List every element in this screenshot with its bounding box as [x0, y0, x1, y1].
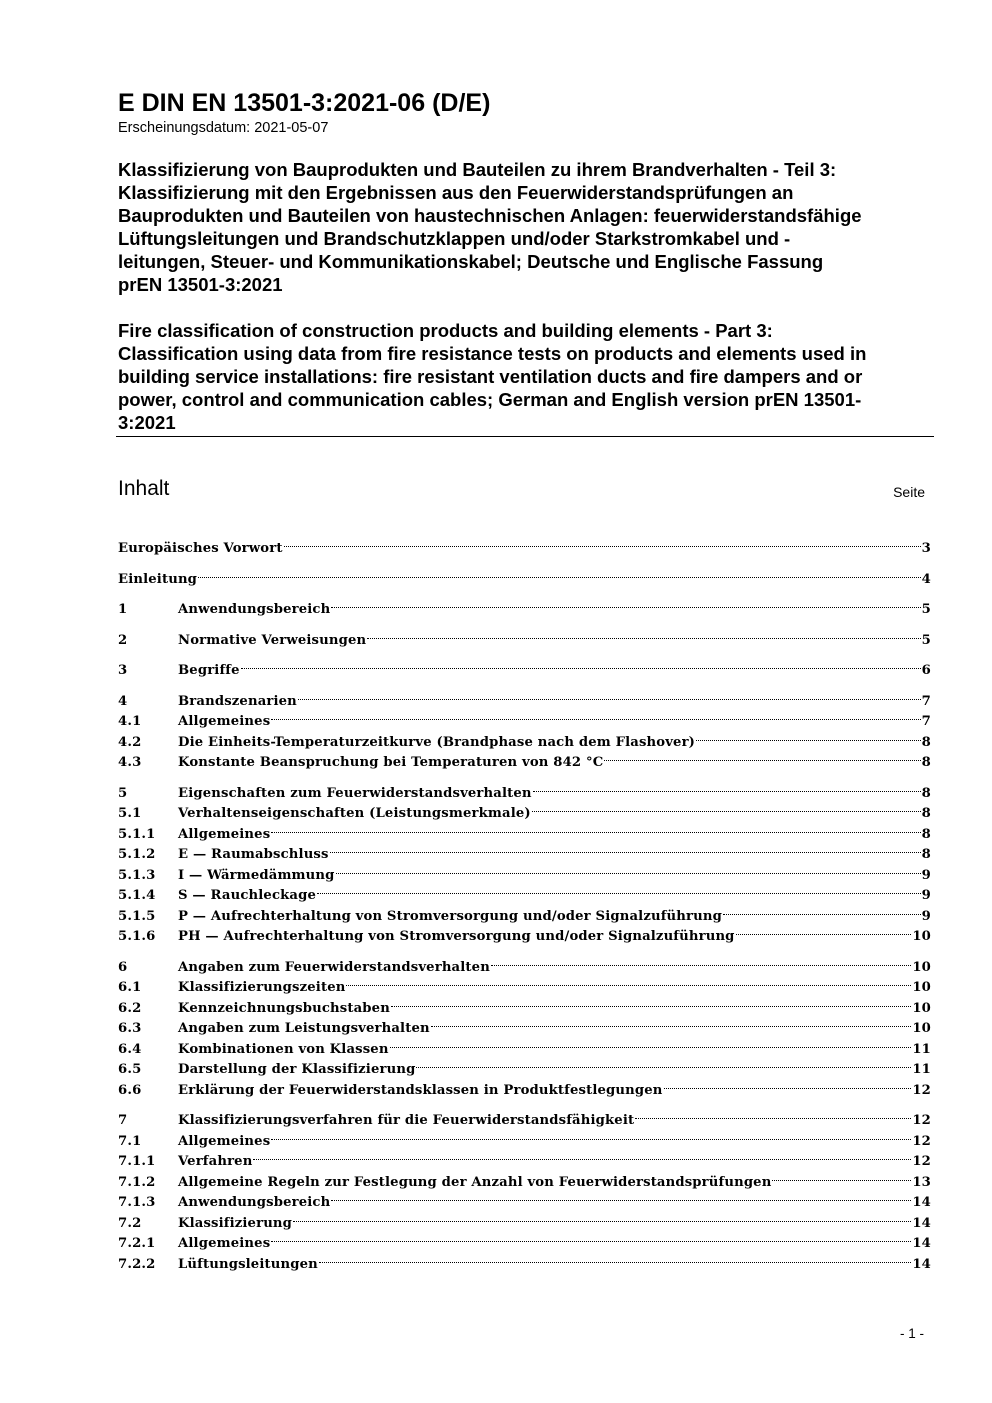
toc-entry-number: 5: [118, 786, 128, 801]
toc-entry[interactable]: [118, 900, 931, 924]
toc-entry-page[interactable]: 10: [912, 980, 931, 995]
toc-dot-leader: [416, 1053, 911, 1073]
toc-entry-page[interactable]: 10: [912, 1021, 931, 1036]
toc-entry-title[interactable]: Einleitung: [118, 572, 198, 587]
toc-entry-page[interactable]: 5: [921, 633, 931, 648]
toc-entry[interactable]: [118, 920, 931, 944]
toc-entry-number: 4: [118, 694, 128, 709]
title-divider: [116, 436, 934, 437]
toc-entry[interactable]: [118, 705, 931, 729]
toc-entry-number: 4.2: [118, 735, 142, 750]
toc-entry-title[interactable]: Allgemeines: [178, 714, 271, 729]
toc-entry-title[interactable]: Angaben zum Feuerwiderstandsverhalten: [178, 960, 490, 975]
toc-entry-number: 7.1.1: [118, 1154, 156, 1169]
toc-entry[interactable]: [118, 685, 931, 709]
toc-entry-number: 5.1: [118, 806, 142, 821]
toc-entry-page[interactable]: 12: [912, 1154, 931, 1169]
toc-entry-page[interactable]: 12: [912, 1083, 931, 1098]
toc-entry-title[interactable]: Eigenschaften zum Feuerwiderstandsverhalten: [178, 786, 532, 801]
toc-entry-number: 5.1.3: [118, 868, 156, 883]
toc-entry-page[interactable]: 9: [921, 868, 931, 883]
title-german-line: leitungen, Steuer- und Kommunikationskabel; Deutsche und Englische Fassung: [118, 251, 824, 272]
toc-entry-page[interactable]: 14: [912, 1195, 931, 1210]
toc-entry-number: 4.3: [118, 755, 142, 770]
title-english-line: building service installations: fire resistant ventilation ducts and fire dampers and or: [118, 366, 863, 387]
toc-dot-leader: [317, 879, 921, 899]
toc-entry-number: 5.1.6: [118, 929, 156, 944]
toc-entry[interactable]: [118, 1186, 931, 1210]
toc-entry[interactable]: [118, 1074, 931, 1098]
toc-entry[interactable]: [118, 624, 931, 648]
toc-entry-title[interactable]: Anwendungsbereich: [178, 602, 331, 617]
toc-entry[interactable]: [118, 1012, 931, 1036]
toc-entry-title[interactable]: I — Wärmedämmung: [178, 868, 335, 883]
toc-entry-title[interactable]: PH — Aufrechterhaltung von Stromversorgung und/oder Signalzuführung: [178, 929, 735, 944]
toc-entry-number: 5.1.4: [118, 888, 156, 903]
toc-entry-title[interactable]: Normative Verweisungen: [178, 633, 367, 648]
toc-dot-leader: [271, 705, 920, 725]
toc-dot-leader: [532, 797, 921, 817]
toc-entry-page[interactable]: 10: [912, 960, 931, 975]
toc-dot-leader: [253, 1145, 911, 1165]
toc-entry[interactable]: [118, 726, 931, 750]
toc-dot-leader: [604, 746, 920, 766]
toc-entry[interactable]: [118, 1248, 931, 1272]
toc-entry-title[interactable]: Die Einheits-Temperaturzeitkurve (Brandphase nach dem Flashover): [178, 735, 696, 750]
toc-entry[interactable]: [118, 1104, 931, 1128]
toc-entry[interactable]: [118, 1125, 931, 1149]
toc-entry[interactable]: [118, 532, 931, 556]
toc-entry[interactable]: [118, 879, 931, 903]
toc-entry-title[interactable]: Klassifizierung: [178, 1216, 293, 1231]
title-english-line: 3:2021: [118, 412, 176, 433]
toc-entry[interactable]: [118, 1166, 931, 1190]
toc-entry-title[interactable]: P — Aufrechterhaltung von Stromversorgung und/oder Signalzuführung: [178, 909, 722, 924]
toc-entry-number: 1: [118, 602, 128, 617]
toc-dot-leader: [533, 777, 921, 797]
toc-entry-title[interactable]: Erklärung der Feuerwiderstandsklassen in Produktfestlegungen: [178, 1083, 663, 1098]
toc-entry[interactable]: [118, 563, 931, 587]
toc-dot-leader: [491, 951, 911, 971]
toc-dot-leader: [696, 726, 921, 746]
toc-dot-leader: [331, 593, 920, 613]
toc-entry-page[interactable]: 8: [921, 847, 931, 862]
toc-dot-leader: [664, 1074, 912, 1094]
toc-dot-leader: [346, 971, 911, 991]
toc-entry-title[interactable]: Kombinationen von Klassen: [178, 1042, 389, 1057]
toc-entry-title[interactable]: E — Raumabschluss: [178, 847, 329, 862]
toc-entry-title[interactable]: Begriffe: [178, 663, 240, 678]
toc-entry[interactable]: [118, 951, 931, 975]
toc-entry-page[interactable]: 7: [921, 694, 931, 709]
toc-entry-page[interactable]: 9: [921, 909, 931, 924]
toc-page-column-label: Seite: [893, 484, 925, 500]
toc-entry[interactable]: [118, 1145, 931, 1169]
toc-entry-page[interactable]: 10: [912, 929, 931, 944]
toc-entry-number: 7.2.2: [118, 1257, 156, 1272]
toc-entry-page[interactable]: 14: [912, 1257, 931, 1272]
toc-entry-number: 2: [118, 633, 128, 648]
toc-entry-page[interactable]: 7: [921, 714, 931, 729]
toc-entry-title[interactable]: Klassifizierungsverfahren für die Feuerwiderstandsfähigkeit: [178, 1113, 635, 1128]
toc-dot-leader: [284, 532, 921, 552]
toc-dot-leader: [330, 838, 921, 858]
toc-entry-page[interactable]: 4: [921, 572, 931, 587]
toc-entry-title[interactable]: Verhaltenseigenschaften (Leistungsmerkmale): [178, 806, 531, 821]
toc-entry-number: 6.1: [118, 980, 142, 995]
toc-entry-number: 6.6: [118, 1083, 142, 1098]
toc-dot-leader: [772, 1166, 911, 1186]
toc-entry-number: 3: [118, 663, 128, 678]
toc-entry-title[interactable]: Allgemeines: [178, 1134, 271, 1149]
toc-entry-page[interactable]: 5: [921, 602, 931, 617]
publication-date: Erscheinungsdatum: 2021-05-07: [118, 120, 329, 136]
toc-entry-title[interactable]: Anwendungsbereich: [178, 1195, 331, 1210]
toc-entry[interactable]: [118, 838, 931, 862]
toc-entry[interactable]: [118, 746, 931, 770]
toc-entry-page[interactable]: 8: [921, 806, 931, 821]
toc-entry[interactable]: [118, 1207, 931, 1231]
toc-dot-leader: [736, 920, 912, 940]
toc-entry-title[interactable]: Lüftungsleitungen: [178, 1257, 318, 1272]
toc-entry-page[interactable]: 8: [921, 755, 931, 770]
toc-entry-page[interactable]: 9: [921, 888, 931, 903]
toc-entry-title[interactable]: Angaben zum Leistungsverhalten: [178, 1021, 430, 1036]
toc-entry-number: 7: [118, 1113, 128, 1128]
toc-entry-number: 6.4: [118, 1042, 142, 1057]
toc-entry-title[interactable]: Europäisches Vorwort: [118, 541, 283, 556]
toc-entry-number: 6.2: [118, 1001, 142, 1016]
title-german-line: Klassifizierung von Bauprodukten und Bauteilen zu ihrem Brandverhalten - Teil 3:: [118, 159, 837, 180]
toc-entry[interactable]: [118, 1227, 931, 1251]
toc-dot-leader: [336, 859, 921, 879]
toc-entry-page[interactable]: 14: [912, 1236, 931, 1251]
toc-entry[interactable]: [118, 971, 931, 995]
toc-entry-page[interactable]: 8: [921, 827, 931, 842]
toc-entry[interactable]: [118, 777, 931, 801]
toc-entry-page[interactable]: 3: [921, 541, 931, 556]
toc-entry[interactable]: [118, 992, 931, 1016]
toc-entry-number: 6.5: [118, 1062, 142, 1077]
toc-dot-leader: [198, 563, 921, 583]
toc-dot-leader: [319, 1248, 911, 1268]
toc-entry-title[interactable]: Kennzeichnungsbuchstaben: [178, 1001, 390, 1016]
toc-dot-leader: [391, 992, 911, 1012]
toc-dot-leader: [271, 1125, 911, 1145]
toc-dot-leader: [635, 1104, 911, 1124]
title-german-line: prEN 13501-3:2021: [118, 274, 283, 295]
toc-dot-leader: [293, 1207, 911, 1227]
toc-dot-leader: [390, 1033, 912, 1053]
toc-entry-number: 6: [118, 960, 128, 975]
title-german-line: Klassifizierung mit den Ergebnissen aus den Feuerwiderstandsprüfungen an: [118, 182, 794, 203]
toc-entry-title[interactable]: S — Rauchleckage: [178, 888, 317, 903]
toc-entry[interactable]: [118, 593, 931, 617]
toc-dot-leader: [723, 900, 921, 920]
title-english-line: Fire classification of construction products and building elements - Part 3:: [118, 320, 773, 341]
toc-entry-number: 7.2.1: [118, 1236, 156, 1251]
toc-entry-number: 4.1: [118, 714, 142, 729]
toc-entry-page[interactable]: 10: [912, 1001, 931, 1016]
title-german: [118, 158, 948, 296]
toc-entry-number: 7.2: [118, 1216, 142, 1231]
toc-entry-page[interactable]: 12: [912, 1113, 931, 1128]
page-number: - 1 -: [900, 1326, 925, 1341]
toc-heading: Inhalt: [118, 477, 170, 500]
toc-entry-number: 6.3: [118, 1021, 142, 1036]
toc-entry-number: 5.1.2: [118, 847, 156, 862]
toc-entry-title[interactable]: Brandszenarien: [178, 694, 297, 709]
toc-entry-page[interactable]: 8: [921, 786, 931, 801]
toc-entry-number: 7.1: [118, 1134, 142, 1149]
toc-entry-page[interactable]: 6: [921, 663, 931, 678]
toc-entry-page[interactable]: 14: [912, 1216, 931, 1231]
toc-entry-title[interactable]: Allgemeines: [178, 1236, 271, 1251]
toc-entry-number: 5.1.1: [118, 827, 156, 842]
toc-entry-page[interactable]: 13: [912, 1175, 931, 1190]
toc-entry[interactable]: [118, 797, 931, 821]
title-english: [118, 319, 948, 434]
toc-entry-title[interactable]: Klassifizierungszeiten: [178, 980, 346, 995]
toc-entry-page[interactable]: 12: [912, 1134, 931, 1149]
document-id: E DIN EN 13501-3:2021-06 (D/E): [118, 89, 491, 117]
toc-dot-leader: [367, 624, 920, 644]
title-english-line: power, control and communication cables; German and English version prEN 13501-: [118, 389, 862, 410]
toc-entry-number: 5.1.5: [118, 909, 156, 924]
title-english-line: Classification using data from fire resistance tests on products and elements used in: [118, 343, 867, 364]
toc-entry[interactable]: [118, 859, 931, 883]
toc-entry[interactable]: [118, 818, 931, 842]
toc-entry[interactable]: [118, 654, 931, 678]
toc-dot-leader: [271, 818, 920, 838]
toc-entry-number: 7.1.2: [118, 1175, 156, 1190]
toc-entry-page[interactable]: 11: [912, 1042, 931, 1057]
toc-entry[interactable]: [118, 1053, 931, 1077]
toc-entry-number: 7.1.3: [118, 1195, 156, 1210]
toc-entry-title[interactable]: Darstellung der Klassifizierung: [178, 1062, 416, 1077]
toc-dot-leader: [298, 685, 921, 705]
title-german-line: Bauprodukten und Bauteilen von haustechnischen Anlagen: feuerwiderstandsfähige: [118, 205, 862, 226]
toc-entry-page[interactable]: 11: [912, 1062, 931, 1077]
toc-entry-title[interactable]: Allgemeines: [178, 827, 271, 842]
toc-dot-leader: [271, 1227, 911, 1247]
toc-entry-title[interactable]: Konstante Beanspruchung bei Temperaturen von 842 °C: [178, 755, 604, 770]
toc-entry-page[interactable]: 8: [921, 735, 931, 750]
toc-dot-leader: [431, 1012, 912, 1032]
toc-entry[interactable]: [118, 1033, 931, 1057]
toc-dot-leader: [331, 1186, 911, 1206]
toc-dot-leader: [241, 654, 921, 674]
toc-entry-title[interactable]: Verfahren: [178, 1154, 253, 1169]
title-german-line: Lüftungsleitungen und Brandschutzklappen und/oder Starkstromkabel und -: [118, 228, 791, 249]
toc-entry-title[interactable]: Allgemeine Regeln zur Festlegung der Anzahl von Feuerwiderstandsprüfungen: [178, 1175, 772, 1190]
